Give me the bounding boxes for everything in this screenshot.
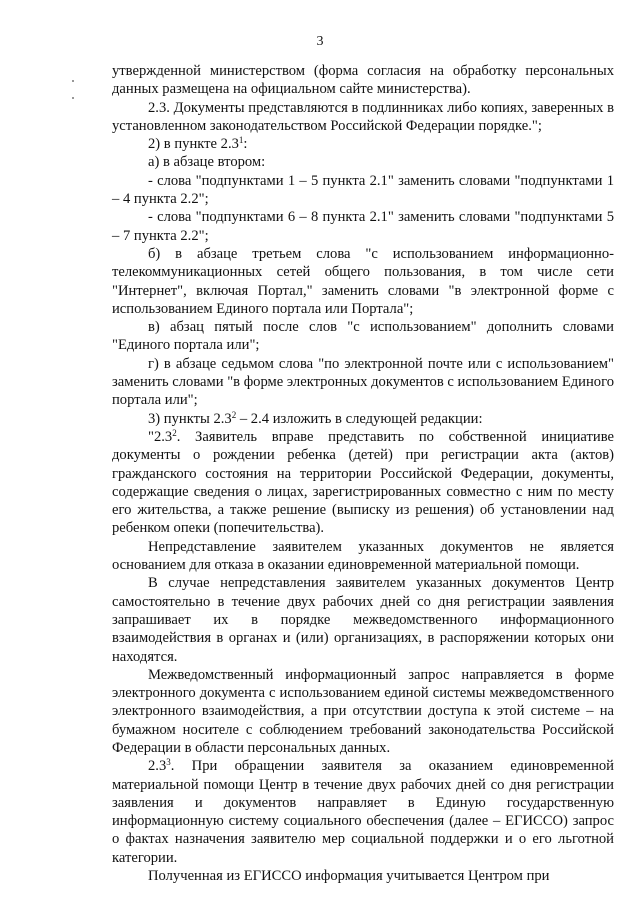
page-number: 3 — [316, 34, 324, 49]
paragraph — [112, 62, 614, 99]
scan-speck — [72, 97, 74, 99]
paragraph-text: : — [243, 136, 248, 153]
paragraph — [112, 172, 614, 209]
paragraph — [112, 208, 614, 245]
paragraph — [112, 410, 614, 428]
paragraph — [112, 757, 614, 867]
paragraph-text: 2.3. Документы представляются в подлинниках либо копиях, заверенных в установленном законодательством Российской Федерации порядке."; — [112, 99, 614, 134]
superscript-index: 3 — [166, 757, 171, 768]
paragraph-text: а) в абзаце втором: — [148, 154, 266, 171]
paragraph-text: Непредставление заявителем указанных документов не является основанием для отказа в оказании единовременной материальной помощи. — [112, 538, 614, 574]
paragraph-text: В случае непредставления заявителем указанных документов Центр самостоятельно в течение двух рабочих дней со дня регистрации заявления запрашивает их в порядке межведомственного информационного взаимодействия в органах и (или) организациях, в распоряжении которых они находятся. — [112, 575, 614, 665]
paragraph — [112, 153, 614, 171]
superscript-index: 2 — [231, 409, 237, 420]
paragraph-text: Межведомственный информационный запрос направляется в форме электронного документа с использованием единой системы межведомственного электронного взаимодействия, а при отсутствии доступа к этой системе – на бумажном носителе с соблюдением требований законодательства Российской Федерации в области персональных данных. — [112, 666, 614, 756]
paragraph-text: "2.3 — [148, 428, 173, 445]
paragraph-text: 3) пункты 2.3 — [148, 410, 232, 427]
paragraph — [112, 428, 614, 538]
paragraph — [112, 355, 614, 410]
paragraph-text: б) в абзаце третьем слова "с использованием информационно-телекоммуникационных сетей общего пользования, в том числе сети "Интернет", включая Портал," заменить словами "в электронной форме с использованием Единого портала или Портала"; — [112, 245, 614, 317]
scan-speck — [72, 80, 74, 82]
paragraph-text: - слова "подпунктами 1 – 5 пункта 2.1" заменить словами "подпунктами 1 – 4 пункта 2.2"; — [112, 172, 614, 208]
paragraph-text: 2.3 — [148, 758, 167, 775]
paragraph-text: – 2.4 изложить в следующей редакции: — [236, 410, 483, 427]
paragraph-text: Полученная из ЕГИССО информация учитывается Центром при — [148, 868, 550, 885]
paragraph-text: г) в абзаце седьмом слова "по электронной почте или с использованием" заменить словами "в форме электронных документов с использованием Единого портала или"; — [112, 355, 614, 409]
paragraph — [112, 574, 614, 665]
paragraph — [112, 666, 614, 757]
paragraph-text: . Заявитель вправе представить по собственной инициативе документы о рождении ребенка (детей) при регистрации акта (актов) гражданского состояния на территории Российской Федерации, документы, содержащие сведения о лицах, зарегистрированных совместно с ним по месту его жительства, а также решение (выписку из решения) об установлении над ребенком опеки (попечительства). — [112, 428, 614, 537]
paragraph-text: 2) в пункте 2.3 — [148, 136, 239, 153]
paragraph — [112, 135, 614, 153]
paragraph — [112, 99, 614, 136]
paragraph-text: - слова "подпунктами 6 – 8 пункта 2.1" заменить словами "подпунктами 5 – 7 пункта 2.2"; — [112, 209, 614, 244]
paragraph — [112, 245, 614, 318]
superscript-index: 1 — [238, 135, 244, 146]
paragraph — [112, 867, 614, 885]
paragraph-text: в) абзац пятый после слов "с использованием" дополнить словами "Единого портала или"; — [112, 319, 614, 354]
superscript-index: 2 — [172, 427, 177, 438]
paragraph — [112, 318, 614, 355]
document-body — [112, 62, 614, 885]
paragraph-text: утвержденной министерством (форма согласия на обработку персональных данных размещена на официальном сайте министерства). — [112, 63, 614, 98]
paragraph-text: . При обращении заявителя за оказанием единовременной материальной помощи Центр в течение двух рабочих дней со дня регистрации заявления и документов направляет в Единую государственную информационную систему социального обеспечения (далее – ЕГИССО) запрос о фактах назначения заявителю мер социальной поддержки и о его льготной категории. — [112, 758, 614, 866]
paragraph — [112, 538, 614, 575]
